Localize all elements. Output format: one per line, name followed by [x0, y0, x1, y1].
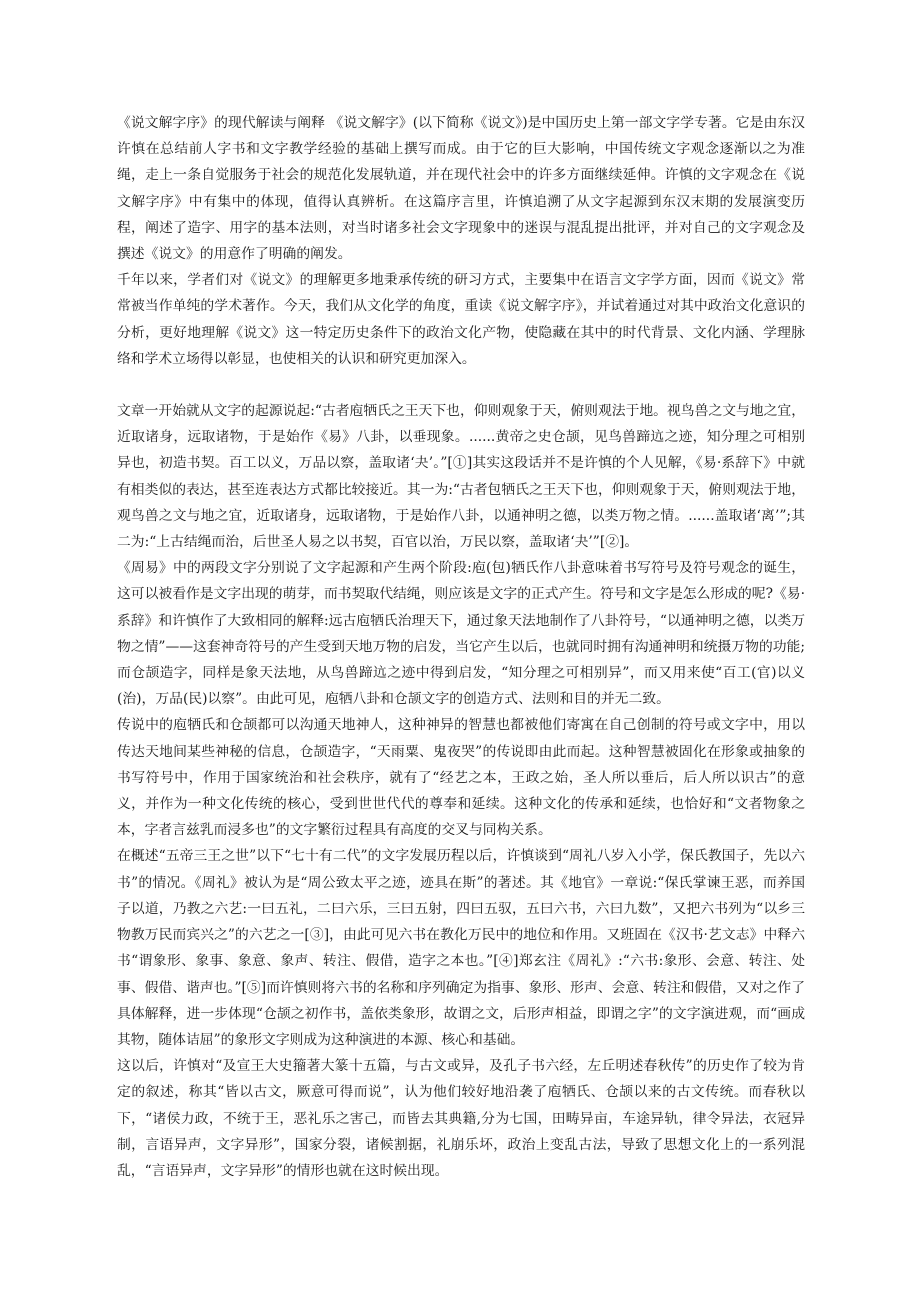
paragraph-six-scripts: 在概述“五帝三王之世”以下“七十有二代”的文字发展历程以后，许慎谈到“周礼八岁入小学，保氏教国子，先以六书”的情况。《周礼》被认为是“周公致太平之迹，迹具在斯”的著述。其《地官》一章说:“保氏掌谏王恶，而养国子以道，乃教之六艺:一曰五礼，二曰六乐，三曰五射，四曰五驭，五曰六书，六曰九数”，又把六书列为“以乡三物教万民而宾兴之”的六艺之一[③]，由此可见六书在教化万民中的地位和作用。又班固在《汉书·艺文志》中释六书“谓象形、象事、象意、象声、转注、假借，造字之本也。”[④]郑玄注《周礼》:“六书:象形、会意、转注、处事、假借、谐声也。”[⑤]而许慎则将六书的名称和序列确定为指事、象形、形声、会意、转注和假借，又对之作了具体解释，进一步体现“仓颉之初作书，盖依类象形，故谓之文，后形声相益，即谓之字”的文字演进观，而“画成其物，随体诘屈”的象形文字则成为这种演进的本源、核心和基础。: [117, 848, 805, 1048]
paragraph-legend: 传说中的庖牺氏和仓颉都可以沟通天地神人，这种神异的智慧也都被他们寄寓在自己创制的符号或文字中，用以传达天地间某些神秘的信息，仓颉造字，“天雨粟、鬼夜哭”的传说即由此而起。这种智慧被固化在形象或抽象的书写符号中，作用于国家统治和社会秩序，就有了“经艺之本，王政之始，圣人所以垂后，后人所以识古”的意义，并作为一种文化传统的核心，受到世世代代的尊奉和延续。这种文化的传承和延续，也恰好和“文者物象之本，字者言兹乳而浸多也”的文字繁衍过程具有高度的交叉与同构关系。: [117, 717, 805, 839]
paragraph-spacer: [117, 372, 805, 398]
paragraph-origin-of-writing: 文章一开始就从文字的起源说起:“古者庖牺氏之王天下也，仰则观象于天，俯则观法于地。视鸟兽之文与地之宜，近取诸身，远取诸物，于是始作《易》八卦，以垂现象。......黄帝之史仓颉，见鸟兽蹄迒之迹，知分理之可相别异也，初造书契。百工以义，万品以察，盖取诸‘夬’。”[①]其实这段话并不是许慎的个人见解，《易·系辞下》中就有相类似的表达，甚至连表达方式都比较接近。其一为:“古者包牺氏之王天下也，仰则观象于天，俯则观法于地，观鸟兽之文与地之宜，近取诸身，远取诸物，于是始作八卦，以通神明之德，以类万物之情。......盖取诸‘离’”;其二为:“上古结绳而治，后世圣人易之以书契，百官以治，万民以察，盖取诸‘夬’”[②]。: [117, 403, 805, 551]
paragraph-zhouyi: 《周易》中的两段文字分别说了文字起源和产生两个阶段:庖(包)牺氏作八卦意味着书写符号及符号观念的诞生，这可以被看作是文字出现的萌芽，而书契取代结绳，则应该是文字的正式产生。符号和文字是怎么形成的呢?《易·系辞》和许慎作了大致相同的解释:远古庖牺氏治理天下，通过象天法地制作了八卦符号，“以通神明之德，以类万物之情”——这套神奇符号的产生受到天地万物的启发，当它产生以后，也就同时拥有沟通神明和统摄万物的功能;而仓颉造字，同样是象天法地，从鸟兽蹄迒之迹中得到启发，“知分理之可相别异”，而又用来使“百工(官)以义(治)，万品(民)以察”。由此可见，庖牺八卦和仓颉文字的创造方式、法则和目的并无二致。: [117, 560, 805, 708]
paragraph-intro: 《说文解字序》的现代解读与阐释 《说文解字》(以下简称《说文》)是中国历史上第一部文字学专著。它是由东汉许慎在总结前人字书和文字教学经验的基础上撰写而成。由于它的巨大影响，中国传统文字观念逐渐以之为准绳，走上一条自觉服务于社会的规范化发展轨道，并在现代社会中的许多方面继续延伸。许慎的文字观念在《说文解字序》中有集中的体现，值得认真辨析。在这篇序言里，许慎追溯了从文字起源到东汉末期的发展演变历程，阐述了造字、用字的基本法则，对当时诸多社会文字现象中的迷误与混乱提出批评，并对自己的文字观念及撰述《说文》的用意作了明确的阐发。: [117, 115, 805, 263]
paragraph-spring-autumn: 这以后，许慎对“及宣王大史籀著大篆十五篇，与古文或异，及孔子书六经，左丘明述春秋传”的历史作了较为肯定的叙述，称其“皆以古文，厥意可得而说”，认为他们较好地沿袭了庖牺氏、仓颉以来的古文传统。而春秋以下，“诸侯力政，不统于王，恶礼乐之害己，而皆去其典籍,分为七国，田畴异亩，车途异轨，律令异法，衣冠异制，言语异声，文字异形”，国家分裂，诸候割据，礼崩乐坏，政治上变乱古法，导致了思想文化上的一系列混乱，“言语异声，文字异形”的情形也就在这时候出现。: [117, 1058, 805, 1179]
paragraph-cultural-perspective: 千年以来，学者们对《说文》的理解更多地秉承传统的研习方式，主要集中在语言文字学方面，因而《说文》常常被当作单纯的学术著作。今天，我们从文化学的角度，重读《说文解字序》，并试着通过对其中政治文化意识的分析，更好地理解《说文》这一特定历史条件下的政治文化产物，使隐藏在其中的时代背景、文化内涵、学理脉络和学术立场得以彰显，也使相关的认识和研究更加深入。: [117, 272, 805, 367]
document-body: [117, 110, 805, 1184]
